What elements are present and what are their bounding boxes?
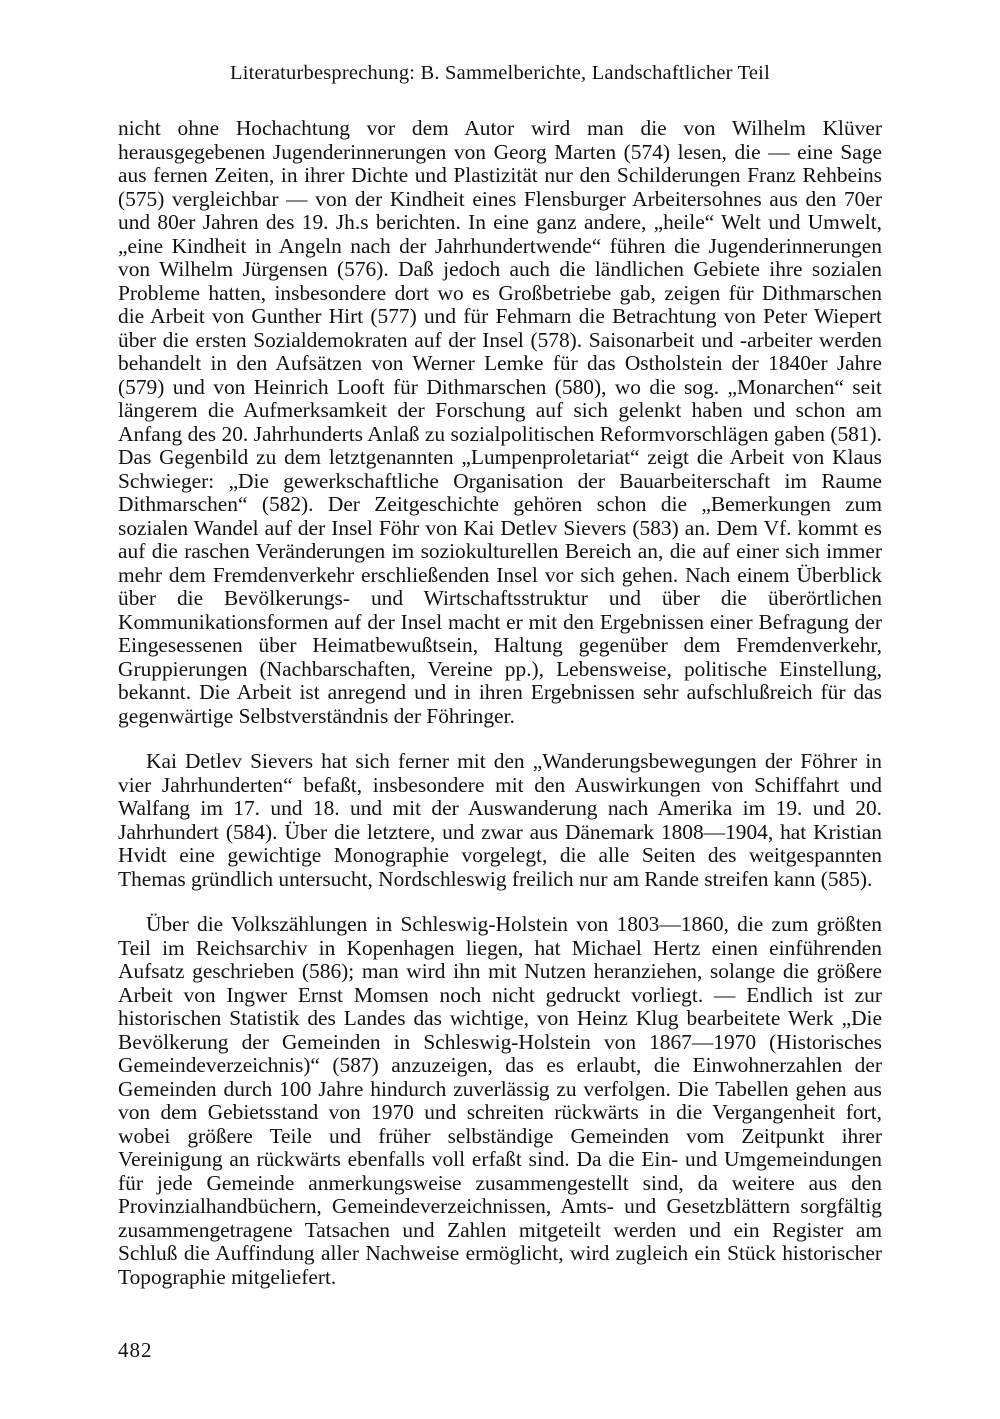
paragraph-2: Kai Detlev Sievers hat sich ferner mit den „Wanderungsbewegungen der Föhrer in vier Jahrhunderten“ befaßt, insbesondere mit den Auswirkungen von Schiffahrt und Walfang im 17. und 18. und mit der Auswanderung nach Amerika im 19. und 20. Jahrhundert (584). Über die letztere, und zwar aus Dänemark 1808—1904, hat Kristian Hvidt eine gewichtige Monographie vorgelegt, die alle Seiten des weitgespannten Themas gründlich untersucht, Nordschleswig freilich nur am Rande streifen kann (585). [118,749,882,891]
paragraph-3: Über die Volkszählungen in Schleswig-Holstein von 1803—1860, die zum größten Teil im Reichsarchiv in Kopenhagen liegen, hat Michael Hertz einen einführenden Aufsatz geschrieben (586); man wird ihn mit Nutzen heranziehen, solange die größere Arbeit von Ingwer Ernst Momsen noch nicht gedruckt vorliegt. — Endlich ist zur historischen Statistik des Landes das wichtige, von Heinz Klug bearbeitete Werk „Die Bevölkerung der Gemeinden in Schleswig-Holstein von 1867—1970 (Historisches Gemeindeverzeichnis)“ (587) anzuzeigen, das es erlaubt, die Einwohnerzahlen der Gemeinden durch 100 Jahre hindurch zuverlässig zu verfolgen. Die Tabellen gehen aus von dem Gebietsstand von 1970 und schreiten rückwärts in die Vergangenheit fort, wobei größere Teile und früher selbständige Gemeinden vom Zeitpunkt ihrer Vereinigung an rückwärts ebenfalls voll erfaßt sind. Da die Ein- und Umgemeindungen für jede Gemeinde anmerkungsweise zusammengestellt sind, da weitere aus den Provinzialhandbüchern, Gemeindeverzeichnissen, Amts- und Gesetzblättern sorgfältig zusammengetragene Tatsachen und Zahlen mitgeteilt werden und ein Register am Schluß die Auffindung aller Nachweise ermöglicht, wird zugleich ein Stück historischer Topographie mitgeliefert. [118,912,882,1289]
paragraph-1: nicht ohne Hochachtung vor dem Autor wird man die von Wilhelm Klüver herausgegebenen Jugenderinnerungen von Georg Marten (574) lesen, die — eine Sage aus fernen Zeiten, in ihrer Dichte und Plastizität nur den Schilderungen Franz Rehbeins (575) vergleichbar — von der Kindheit eines Flensburger Arbeitersohnes aus den 70er und 80er Jahren des 19. Jh.s berichten. In eine ganz andere, „heile“ Welt und Umwelt, „eine Kindheit in Angeln nach der Jahrhundertwende“ führen die Jugenderinnerungen von Wilhelm Jürgensen (576). Daß jedoch auch die ländlichen Gebiete ihre sozialen Probleme hatten, insbesondere dort wo es Großbetriebe gab, zeigen für Dithmarschen die Arbeit von Gunther Hirt (577) und für Fehmarn die Betrachtung von Peter Wiepert über die ersten Sozialdemokraten auf der Insel (578). Saisonarbeit und -arbeiter werden behandelt in den Aufsätzen von Werner Lemke für das Ostholstein der 1840er Jahre (579) und von Heinrich Looft für Dithmarschen (580), wo die sog. „Monarchen“ seit längerem die Aufmerksamkeit der Forschung auf sich gelenkt haben und schon am Anfang des 20. Jahrhunderts Anlaß zu sozialpolitischen Reformvorschlägen gaben (581). Das Gegenbild zu dem letztgenannten „Lumpenproletariat“ zeigt die Arbeit von Klaus Schwieger: „Die gewerkschaftliche Organisation der Bauarbeiterschaft im Raume Dithmarschen“ (582). Der Zeitgeschichte gehören schon die „Bemerkungen zum sozialen Wandel auf der Insel Föhr von Kai Detlev Sievers (583) an. Dem Vf. kommt es auf die raschen Veränderungen im soziokulturellen Bereich an, die auf einer sich immer mehr dem Fremdenverkehr erschließenden Insel vor sich gehen. Nach einem Überblick über die Bevölkerungs- und Wirtschaftsstruktur und über die überörtlichen Kommunikationsformen auf der Insel macht er mit den Ergebnissen einer Befragung der Eingesessenen über Heimatbewußtsein, Haltung gegenüber dem Fremdenverkehr, Gruppierungen (Nachbarschaften, Vereine pp.), Lebensweise, politische Einstellung, bekannt. Die Arbeit ist anregend und in ihren Ergebnissen sehr aufschlußreich für das gegenwärtige Selbstverständnis der Föhringer. [118,116,882,728]
page-number: 482 [118,1338,153,1362]
running-head: Literaturbesprechung: B. Sammelberichte, Landschaftlicher Teil [230,62,770,84]
body-text [118,117,882,1289]
